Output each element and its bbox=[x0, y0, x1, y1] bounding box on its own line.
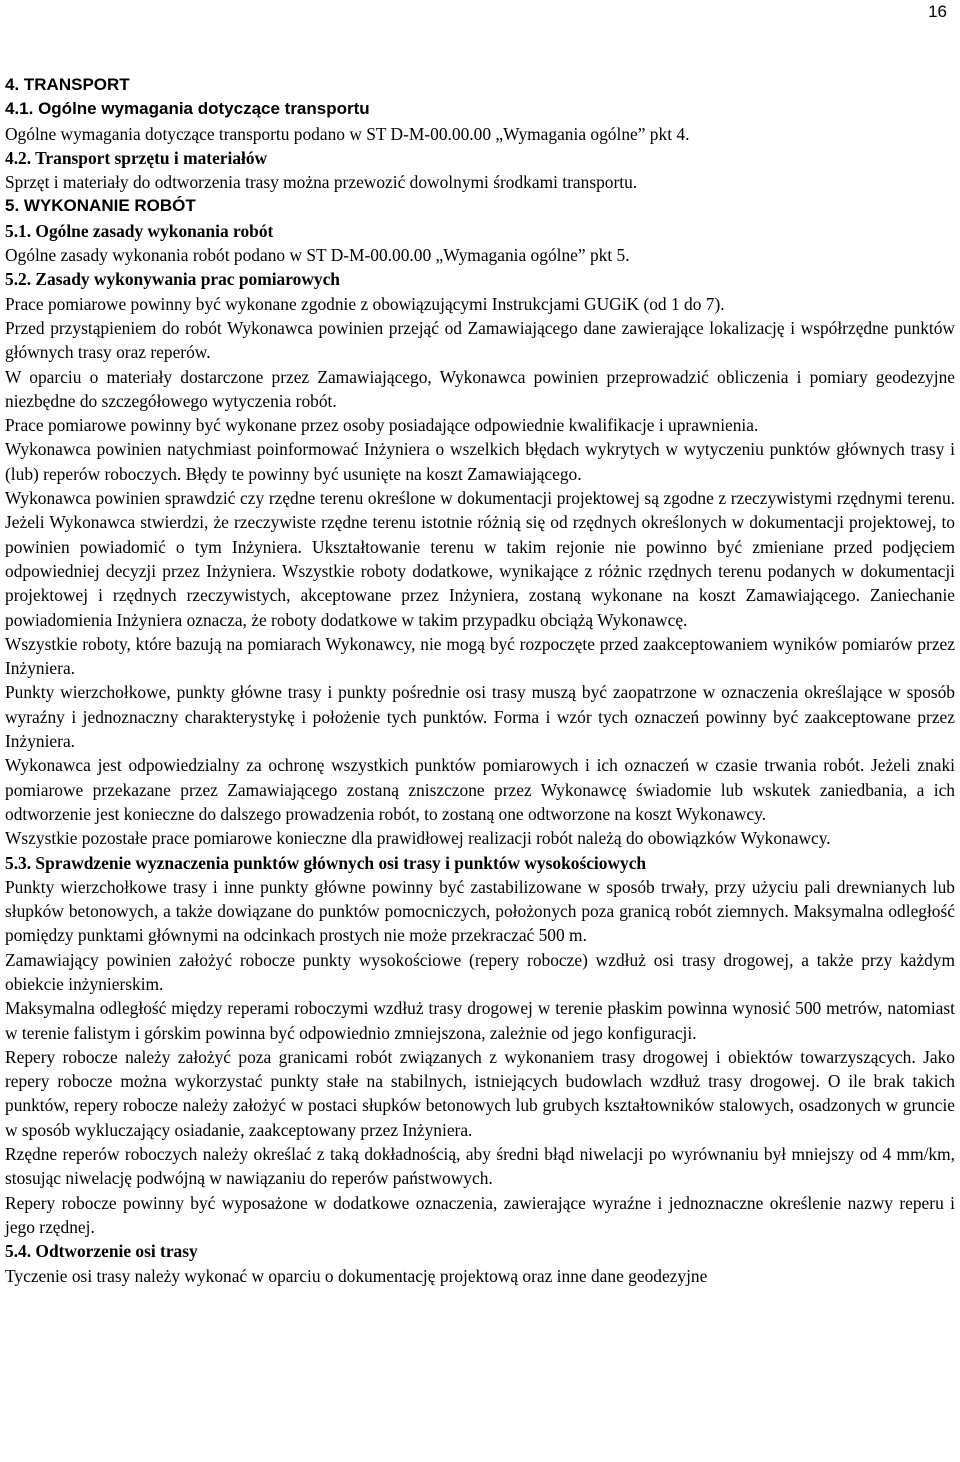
section-heading: 5.3. Sprawdzenie wyznaczenia punktów głównych osi trasy i punktów wysokościowych bbox=[5, 852, 647, 873]
paragraph: W oparciu o materiały dostarczone przez Zamawiającego, Wykonawca powinien przeprowadzić obliczenia i pomiary geodezyjne niezbędne do szczegółowego wytyczenia robót. bbox=[5, 366, 955, 411]
paragraph: Prace pomiarowe powinny być wykonane przez osoby posiadające odpowiednie kwalifikacje i uprawnienia. bbox=[5, 415, 759, 436]
paragraph: Tyczenie osi trasy należy wykonać w oparciu o dokumentację projektową oraz inne dane geodezyjne bbox=[5, 1265, 708, 1286]
paragraph: Wszystkie roboty, które bazują na pomiarach Wykonawcy, nie mogą być rozpoczęte przed zaakceptowaniem wyników pomiarów przez Inżyniera. bbox=[5, 633, 955, 679]
section-heading: 4.2. Transport sprzętu i materiałów bbox=[5, 147, 268, 168]
section-heading: 5.4. Odtworzenie osi trasy bbox=[5, 1241, 198, 1262]
document-body bbox=[5, 73, 955, 1288]
section-heading: 5.2. Zasady wykonywania prac pomiarowych bbox=[5, 269, 340, 290]
paragraph: Sprzęt i materiały do odtworzenia trasy można przewozić dowolnymi środkami transportu. bbox=[5, 172, 638, 193]
section-heading: 4. TRANSPORT bbox=[5, 75, 130, 94]
paragraph: Punkty wierzchołkowe trasy i inne punkty główne powinny być zastabilizowane w sposób trwały, przy użyciu pali drewnianych lub słupków betonowych, a także dowiązane do punktów pomocniczych, położonych poza granicą robót ziemnych. Maksymalna odległość pomiędzy punktami głównymi na odcinkach prostych nie może przekraczać 500 m. bbox=[5, 876, 955, 946]
paragraph: Rzędne reperów roboczych należy określać z taką dokładnością, aby średni błąd niwelacji po wyrównaniu był mniejszy od 4 mm/km, stosując niwelację podwójną w nawiązaniu do reperów państwowych. bbox=[5, 1144, 955, 1189]
paragraph: Repery robocze należy założyć poza granicami robót związanych z wykonaniem trasy drogowej i obiektów towarzyszących. Jako repery robocze można wykorzystać punkty stałe na stabilnych, istniejących budowlach wzdłuż trasy drogowej. O ile brak takich punktów, repery robocze należy założyć w postaci słupków betonowych lub grubych kształtowników stalowych, osadzonych w gruncie w sposób wykluczający osiadanie, zaakceptowany przez Inżyniera. bbox=[5, 1046, 955, 1140]
paragraph: Ogólne zasady wykonania robót podano w ST D-M-00.00.00 „Wymagania ogólne” pkt 5. bbox=[5, 245, 630, 266]
page-number: 16 bbox=[928, 2, 947, 21]
paragraph: Wykonawca powinien sprawdzić czy rzędne terenu określone w dokumentacji projektowej są zgodne z rzeczywistymi rzędnymi terenu. Jeżeli Wykonawca stwierdzi, że rzeczywiste rzędne terenu istotnie różnią się od rzędnych określonych w dokumentacji projektowej, to powinien powiadomić o tym Inżyniera. Ukształtowanie terenu w takim rejonie nie powinno być zmieniane przed podjęciem odpowiedniej decyzji przez Inżyniera. Wszystkie roboty dodatkowe, wynikające z różnic rzędnych terenu podanych w dokumentacji projektowej i rzędnych rzeczywistych, akceptowane przez Inżyniera, zostaną wykonane na koszt Zamawiającego. Zaniechanie powiadomienia Inżyniera oznacza, że roboty dodatkowe w takim przypadku obciążą Wykonawcę. bbox=[5, 488, 955, 630]
paragraph: Repery robocze powinny być wyposażone w dodatkowe oznaczenia, zawierające wyraźne i jednoznaczne określenie nazwy reperu i jego rzędnej. bbox=[5, 1192, 955, 1237]
paragraph: Wykonawca jest odpowiedzialny za ochronę wszystkich punktów pomiarowych i ich oznaczeń w czasie trwania robót. Jeżeli znaki pomiarowe przekazane przez Zamawiającego zostaną zniszczone przez Wykonawcę świadomie lub wskutek zaniedbania, a ich odtworzenie jest konieczne do dalszego prowadzenia robót, to zostaną one odtworzone na koszt Wykonawcy. bbox=[5, 755, 955, 824]
paragraph: Wykonawca powinien natychmiast poinformować Inżyniera o wszelkich błędach wykrytych w wytyczeniu punktów głównych trasy i (lub) reperów roboczych. Błędy te powinny być usunięte na koszt Zamawiającego. bbox=[5, 439, 955, 484]
paragraph: Wszystkie pozostałe prace pomiarowe konieczne dla prawidłowej realizacji robót należą do obowiązków Wykonawcy. bbox=[5, 828, 831, 849]
section-heading: 4.1. Ogólne wymagania dotyczące transportu bbox=[5, 99, 370, 119]
paragraph: Zamawiający powinien założyć robocze punkty wysokościowe (repery robocze) wzdłuż osi trasy drogowej, a także przy każdym obiekcie inżynierskim. bbox=[5, 949, 955, 994]
paragraph: Punkty wierzchołkowe, punkty główne trasy i punkty pośrednie osi trasy muszą być zaopatrzone w oznaczenia określające w sposób wyraźny i jednoznaczny charakterystykę i położenie tych punktów. Forma i wzór tych oznaczeń powinny być zaakceptowane przez Inżyniera. bbox=[5, 682, 955, 752]
paragraph: Maksymalna odległość między reperami roboczymi wzdłuż trasy drogowej w terenie płaskim powinna wynosić 500 metrów, natomiast w terenie falistym i górskim powinna być odpowiednio zmniejszona, zależnie od jego konfiguracji. bbox=[5, 998, 955, 1043]
section-heading: 5.1. Ogólne zasady wykonania robót bbox=[5, 220, 274, 241]
paragraph: Prace pomiarowe powinny być wykonane zgodnie z obowiązującymi Instrukcjami GUGiK (od 1 do 7). bbox=[5, 293, 725, 314]
section-heading: 5. WYKONANIE ROBÓT bbox=[5, 196, 196, 216]
paragraph: Przed przystąpieniem do robót Wykonawca powinien przejąć od Zamawiającego dane zawierające lokalizację i współrzędne punktów głównych trasy oraz reperów. bbox=[5, 317, 955, 363]
paragraph: Ogólne wymagania dotyczące transportu podano w ST D-M-00.00.00 „Wymagania ogólne” pkt 4. bbox=[5, 123, 690, 144]
